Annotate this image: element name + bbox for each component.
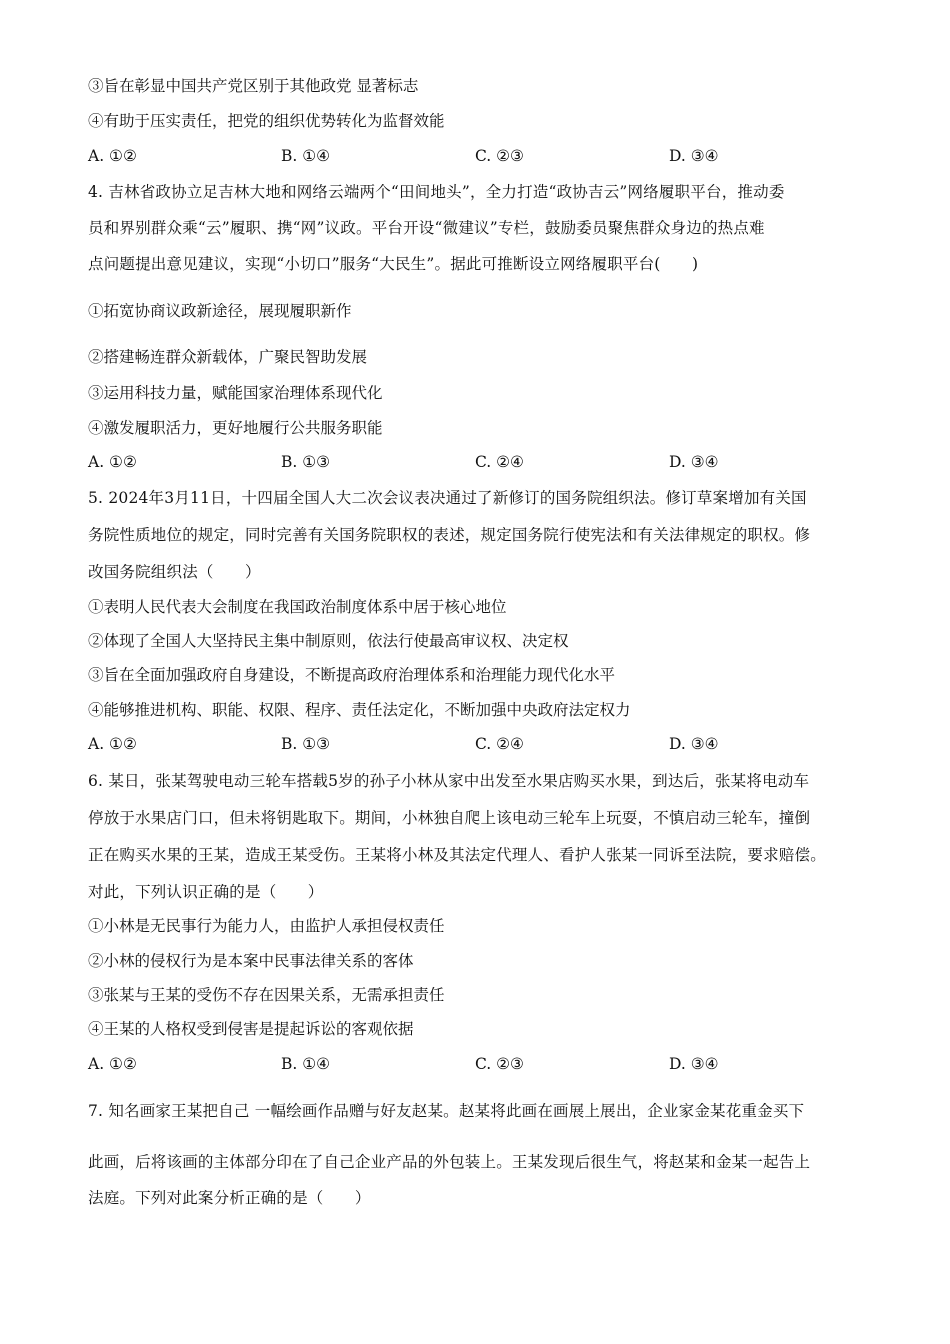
q5-statement-4: ④能够推进机构、职能、权限、程序、责任法定化，不断加强中央政府法定权力 — [88, 701, 631, 719]
q3-option-d: D. ③④ — [669, 147, 719, 165]
q5-option-a: A. ①② — [88, 735, 137, 753]
q6-statement-1: ①小林是无民事行为能力人，由监护人承担侵权责任 — [88, 917, 445, 935]
q6-statement-2: ②小林的侵权行为是本案中民事法律关系的客体 — [88, 952, 414, 970]
q7-stem-line-1: 7. 知名画家王某把自己 一幅绘画作品赠与好友赵某。赵某将此画在画展上展出，企业家金某花重金买下 — [88, 1102, 805, 1120]
q4-statement-3: ③运用科技力量，赋能国家治理体系现代化 — [88, 384, 383, 402]
q4-stem-line-3: 点问题提出意见建议，实现“小切口”服务“大民生”。据此可推断设立网络履职平台( ) — [88, 255, 699, 273]
q5-statement-1: ①表明人民代表大会制度在我国政治制度体系中居于核心地位 — [88, 598, 507, 616]
q6-stem-line-2: 停放于水果店门口，但未将钥匙取下。期间，小林独自爬上该电动三轮车上玩耍，不慎启动三轮车，撞倒 — [88, 809, 811, 827]
q6-stem-line-3: 正在购买水果的王某，造成王某受伤。王某将小林及其法定代理人、看护人张某一同诉至法院，要求赔偿。 — [88, 846, 826, 864]
q3-option-a: A. ①② — [88, 147, 137, 165]
q7-stem-line-2: 此画，后将该画的主体部分印在了自己企业产品的外包装上。王某发现后很生气，将赵某和金某一起告上 — [88, 1153, 811, 1171]
q4-statement-2: ②搭建畅连群众新载体，广聚民智助发展 — [88, 348, 368, 366]
q4-stem-line-1: 4. 吉林省政协立足吉林大地和网络云端两个“田间地头”，全力打造“政协吉云”网络履职平台，推动委 — [88, 183, 785, 201]
q3-option-b: B. ①④ — [281, 147, 331, 165]
q5-stem-line-2: 务院性质地位的规定，同时完善有关国务院职权的表述，规定国务院行使宪法和有关法律规定的职权。修 — [88, 526, 811, 544]
q7-stem-line-3: 法庭。下列对此案分析正确的是（ ） — [88, 1189, 371, 1207]
q5-stem-line-1: 5. 2024年3月11日，十四届全国人大二次会议表决通过了新修订的国务院组织法。修订草案增加有关国 — [88, 489, 807, 507]
q6-stem-line-1: 6. 某日，张某驾驶电动三轮车搭载5岁的孙子小林从家中出发至水果店购买水果，到达后，张某将电动车 — [88, 772, 810, 790]
q3-option-c: C. ②③ — [475, 147, 524, 165]
q5-option-b: B. ①③ — [281, 735, 331, 753]
q4-stem-line-2: 员和界别群众乘“云”履职、携“网”议政。平台开设“微建议”专栏，鼓励委员聚焦群众身边的热点难 — [88, 219, 765, 237]
q6-statement-4: ④王某的人格权受到侵害是提起诉讼的客观依据 — [88, 1020, 414, 1038]
q5-stem-line-3: 改国务院组织法（ ） — [88, 563, 261, 581]
q5-option-c: C. ②④ — [475, 735, 524, 753]
q4-statement-4: ④激发履职活力，更好地履行公共服务职能 — [88, 419, 383, 437]
q6-option-a: A. ①② — [88, 1055, 137, 1073]
q6-option-c: C. ②③ — [475, 1055, 524, 1073]
q4-option-c: C. ②④ — [475, 453, 524, 471]
q4-option-b: B. ①③ — [281, 453, 331, 471]
q6-stem-line-4: 对此，下列认识正确的是（ ） — [88, 883, 324, 901]
q4-option-a: A. ①② — [88, 453, 137, 471]
q5-statement-2: ②体现了全国人大坚持民主集中制原则，依法行使最高审议权、决定权 — [88, 632, 569, 650]
q6-option-b: B. ①④ — [281, 1055, 331, 1073]
q6-option-d: D. ③④ — [669, 1055, 719, 1073]
q4-statement-1: ①拓宽协商议政新途径，展现履职新作 — [88, 302, 352, 320]
q5-option-d: D. ③④ — [669, 735, 719, 753]
q3-statement-3: ③旨在彰显中国共产党区别于其他政党 显著标志 — [88, 77, 419, 95]
q4-option-d: D. ③④ — [669, 453, 719, 471]
q3-statement-4: ④有助于压实责任，把党的组织优势转化为监督效能 — [88, 112, 445, 130]
q6-statement-3: ③张某与王某的受伤不存在因果关系，无需承担责任 — [88, 986, 445, 1004]
q5-statement-3: ③旨在全面加强政府自身建设，不断提高政府治理体系和治理能力现代化水平 — [88, 666, 616, 684]
